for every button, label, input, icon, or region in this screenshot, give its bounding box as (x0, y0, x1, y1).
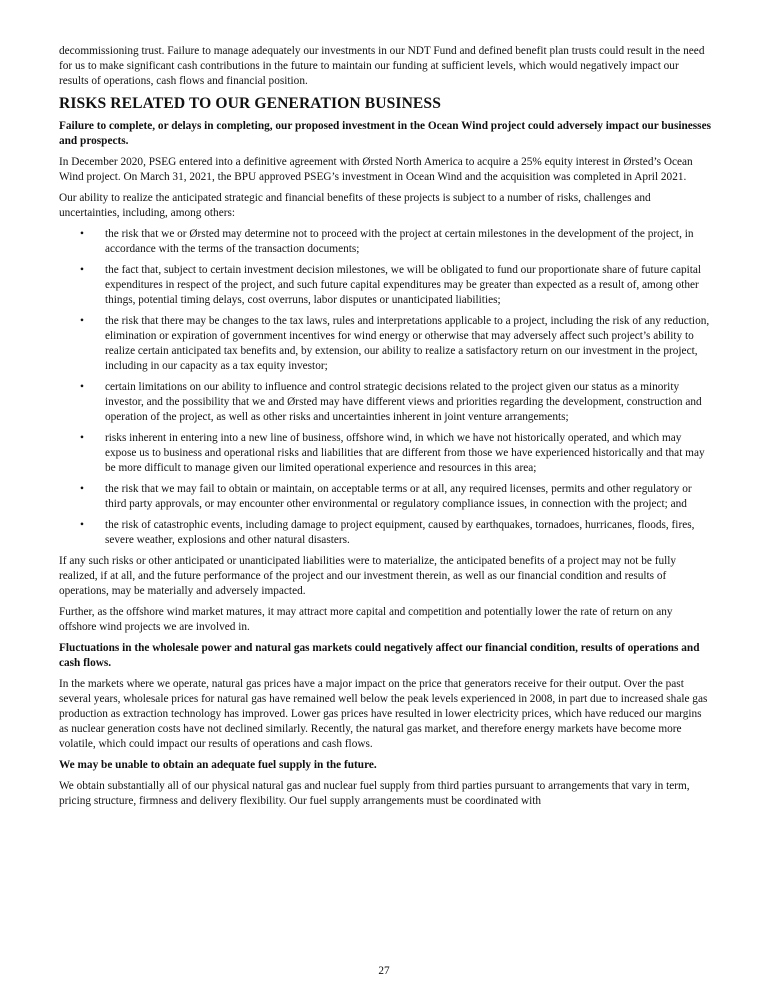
bullet-icon: • (80, 228, 84, 240)
bullet-icon: • (80, 315, 84, 327)
risk-heading-ocean-wind: Failure to complete, or delays in completing, our proposed investment in the Ocean Wind project could adversely impact our businesses and prospects. (59, 120, 711, 147)
document-page (59, 44, 711, 815)
risk1-paragraph-2: Our ability to realize the anticipated strategic and financial benefits of these projects is subject to a number of risks, challenges and uncertainties, including, among others: (59, 192, 651, 219)
risk1-paragraph-1: In December 2020, PSEG entered into a definitive agreement with Ørsted North America to acquire a 25% equity interest in Ørsted’s Ocean Wind project. On March 31, 2021, the BPU approved PSEG’s investment in Ocean Wind and the acquisition was completed in April 2021. (59, 156, 693, 183)
bullet-icon: • (80, 432, 84, 444)
bullet-text: the risk that we or Ørsted may determine not to proceed with the project at certain milestones in the development of the project, in accordance with the terms of the transaction documents; (105, 228, 694, 255)
risk2-paragraph: In the markets where we operate, natural gas prices have a major impact on the price that generators receive for their output. Over the past several years, wholesale prices for natural gas have remained well below the peak levels experienced in 2008, in part due to increased shale gas production as extraction technology has improved. Lower gas prices have resulted in lower electricity prices, which have reduced our margins as nuclear generation costs have not declined similarly. Recently, the natural gas market, and therefore energy markets have become more volatile, which could impact our results of operations and cash flows. (59, 678, 708, 750)
bullet-text: risks inherent in entering into a new line of business, offshore wind, in which we have not historically operated, and which may expose us to business and operational risks and liabilities that are different from those we have experienced historically and that may be more difficult to manage given our limited operational experience and resources in this area; (105, 432, 705, 474)
intro-paragraph: decommissioning trust. Failure to manage adequately our investments in our NDT Fund and defined benefit plan trusts could result in the need for us to make significant cash contributions in the future to maintain our funding at sufficient levels, which would negatively impact our results of operations, cash flows and financial position. (59, 45, 705, 87)
bullet-icon: • (80, 381, 84, 393)
risk1-closing-paragraph-1: If any such risks or other anticipated or unanticipated liabilities were to materialize, the anticipated benefits of a project may not be fully realized, if at all, and the future performance of the project and our investment therein, as well as our financial condition and results of operations, may be materially and adversely impacted. (59, 555, 677, 597)
bullet-item (59, 431, 711, 476)
risk-heading-wholesale-markets: Fluctuations in the wholesale power and natural gas markets could negatively affect our financial condition, results of operations and cash flows. (59, 642, 700, 669)
bullet-item (59, 314, 711, 374)
bullet-text: certain limitations on our ability to influence and control strategic decisions related to the project given our status as a minority investor, and the possibility that we and Ørsted may have different views and priorities regarding the development, construction and operation of the project, as well as other risks and uncertainties inherent in joint venture arrangements; (105, 381, 702, 423)
risk1-bullet-list (59, 227, 711, 548)
bullet-text: the risk that we may fail to obtain or maintain, on acceptable terms or at all, any required licenses, permits and other regulatory or third party approvals, or may encounter other environmental or regulatory compliance issues, in connection with the project; and (105, 483, 692, 510)
bullet-item (59, 518, 711, 548)
bullet-item (59, 263, 711, 308)
section-heading: RISKS RELATED TO OUR GENERATION BUSINESS (59, 95, 441, 112)
bullet-item (59, 380, 711, 425)
bullet-icon: • (80, 519, 84, 531)
risk3-paragraph: We obtain substantially all of our physical natural gas and nuclear fuel supply from third parties pursuant to arrangements that vary in term, pricing structure, firmness and delivery flexibility. Our fuel supply arrangements must be coordinated with (59, 780, 690, 807)
bullet-item (59, 482, 711, 512)
page-number: 27 (378, 965, 390, 977)
bullet-text: the risk of catastrophic events, including damage to project equipment, caused by earthquakes, tornadoes, hurricanes, floods, fires, severe weather, explosions and other natural disasters. (105, 519, 695, 546)
bullet-icon: • (80, 264, 84, 276)
bullet-text: the risk that there may be changes to the tax laws, rules and interpretations applicable to a project, including the risk of any reduction, elimination or expiration of government incentives for wind energy or otherwise that may adversely affect such project’s ability to realize certain anticipated tax benefits and, by extension, our ability to realize a satisfactory return on our investment in the project, including in our capacity as a tax equity investor; (105, 315, 710, 372)
risk-heading-fuel-supply: We may be unable to obtain an adequate fuel supply in the future. (59, 759, 377, 771)
risk1-closing-paragraph-2: Further, as the offshore wind market matures, it may attract more capital and competition and potentially lower the rate of return on any offshore wind projects we are involved in. (59, 606, 673, 633)
bullet-text: the fact that, subject to certain investment decision milestones, we will be obligated to fund our proportionate share of future capital expenditures in respect of the project, and such future capital expenditures may be greater than expected as a result of, among other things, potential timing delays, cost overruns, labor disputes or unanticipated liabilities; (105, 264, 702, 306)
bullet-icon: • (80, 483, 84, 495)
bullet-item (59, 227, 711, 257)
